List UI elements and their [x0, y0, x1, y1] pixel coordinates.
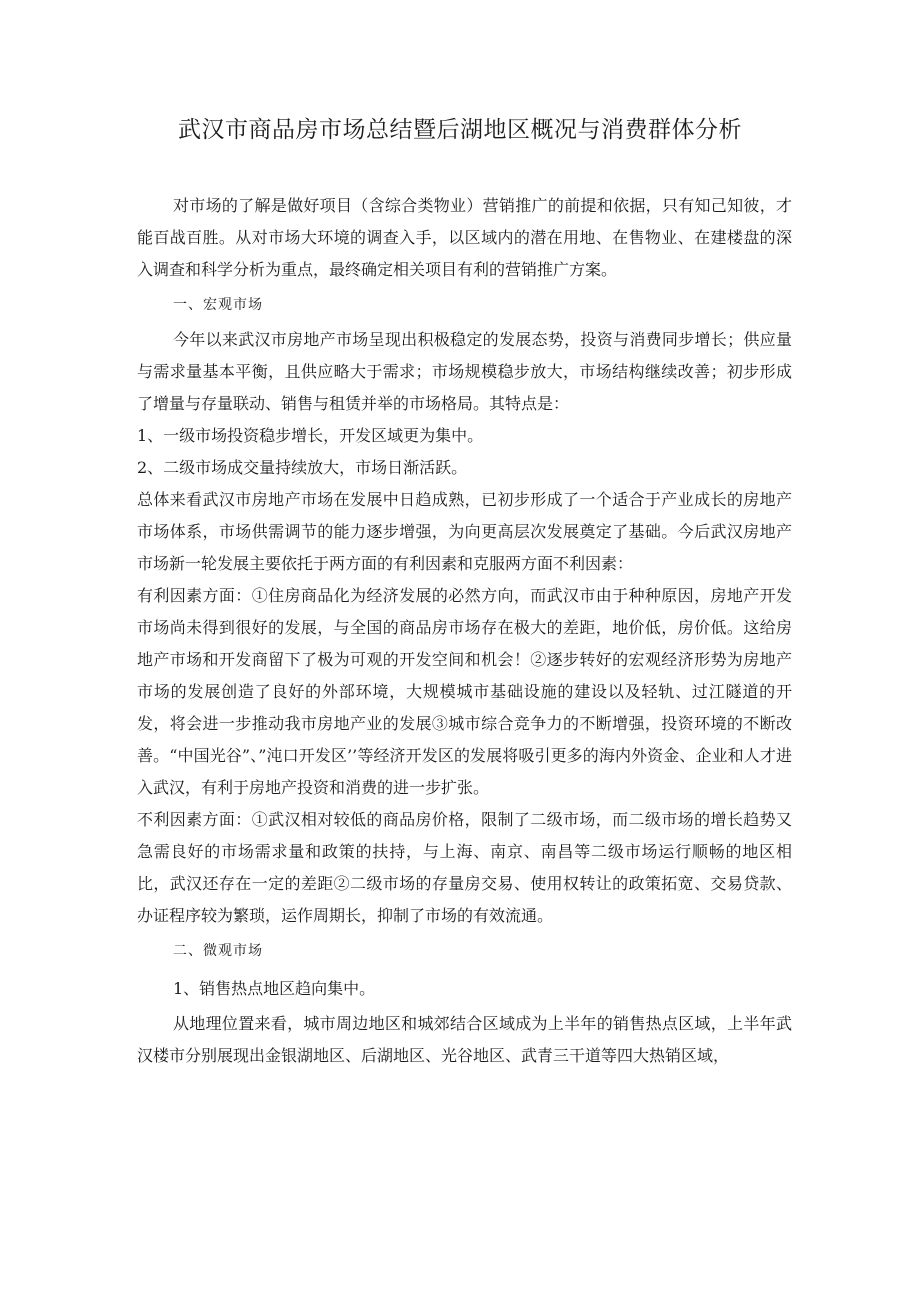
document-body [137, 190, 792, 1072]
macro-point-1: 1、一级市场投资稳步增长，开发区域更为集中。 [137, 426, 484, 445]
macro-overview-paragraph: 今年以来武汉市房地产市场呈现出积极稳定的发展态势，投资与消费同步增长；供应量与需求量基本平衡，且供应略大于需求；市场规模稳步放大，市场结构继续改善；初步形成了增量与存量联动、销售与租赁并举的市场格局。其特点是： [137, 330, 792, 413]
micro-subheading-1: 1、销售热点地区趋向集中。 [173, 979, 376, 998]
macro-point-2: 2、二级市场成交量持续放大，市场日渐活跃。 [137, 458, 468, 477]
micro-location-paragraph: 从地理位置来看，城市周边地区和城郊结合区域成为上半年的销售热点区域，上半年武汉楼市分别展现出金银湖地区、后湖地区、光谷地区、武青三干道等四大热销区域， [137, 1014, 792, 1065]
document-title: 武汉市商品房市场总结暨后湖地区概况与消费群体分析 [178, 117, 742, 143]
section-heading-macro: 一、宏观市场 [173, 297, 263, 313]
favorable-factors-paragraph: 有利因素方面：①住房商品化为经济发展的必然方向，而武汉市由于种种原因，房地产开发市场尚未得到很好的发展，与全国的商品房市场存在极大的差距，地价低，房价低。这给房地产市场和开发商留下了极为可观的开发空间和机会！②逐步转好的宏观经济形势为房地产市场的发展创造了良好的外部环境，大规模城市基础设施的建设以及轻轨、过江隧道的开发，将会进一步推动我市房地产业的发展③城市综合竞争力的不断增强，投资环境的不断改善。“中国光谷”、”沌口开发区’’等经济开发区的发展将吸引更多的海内外资金、企业和人才进入武汉，有利于房地产投资和消费的进一步扩张。 [137, 586, 792, 797]
unfavorable-factors-paragraph: 不利因素方面：①武汉相对较低的商品房价格，限制了二级市场，而二级市场的增长趋势又急需良好的市场需求量和政策的扶持，与上海、南京、南昌等二级市场运行顺畅的地区相比，武汉还存在一定的差距②二级市场的存量房交易、使用权转让的政策拓宽、交易贷款、办证程序较为繁琐，运作周期长，抑制了市场的有效流通。 [137, 810, 792, 925]
macro-summary-paragraph: 总体来看武汉市房地产市场在发展中日趋成熟，已初步形成了一个适合于产业成长的房地产市场体系，市场供需调节的能力逐步增强，为向更高层次发展奠定了基础。今后武汉房地产市场新一轮发展主要依托于两方面的有利因素和克服两方面不利因素： [137, 490, 792, 573]
intro-paragraph: 对市场的了解是做好项目（含综合类物业）营销推广的前提和依据，只有知己知彼，才能百战百胜。从对市场大环境的调查入手，以区域内的潜在用地、在售物业、在建楼盘的深入调查和科学分析为重点，最终确定相关项目有利的营销推广方案。 [137, 196, 792, 279]
section-heading-micro: 二、微观市场 [173, 943, 263, 959]
